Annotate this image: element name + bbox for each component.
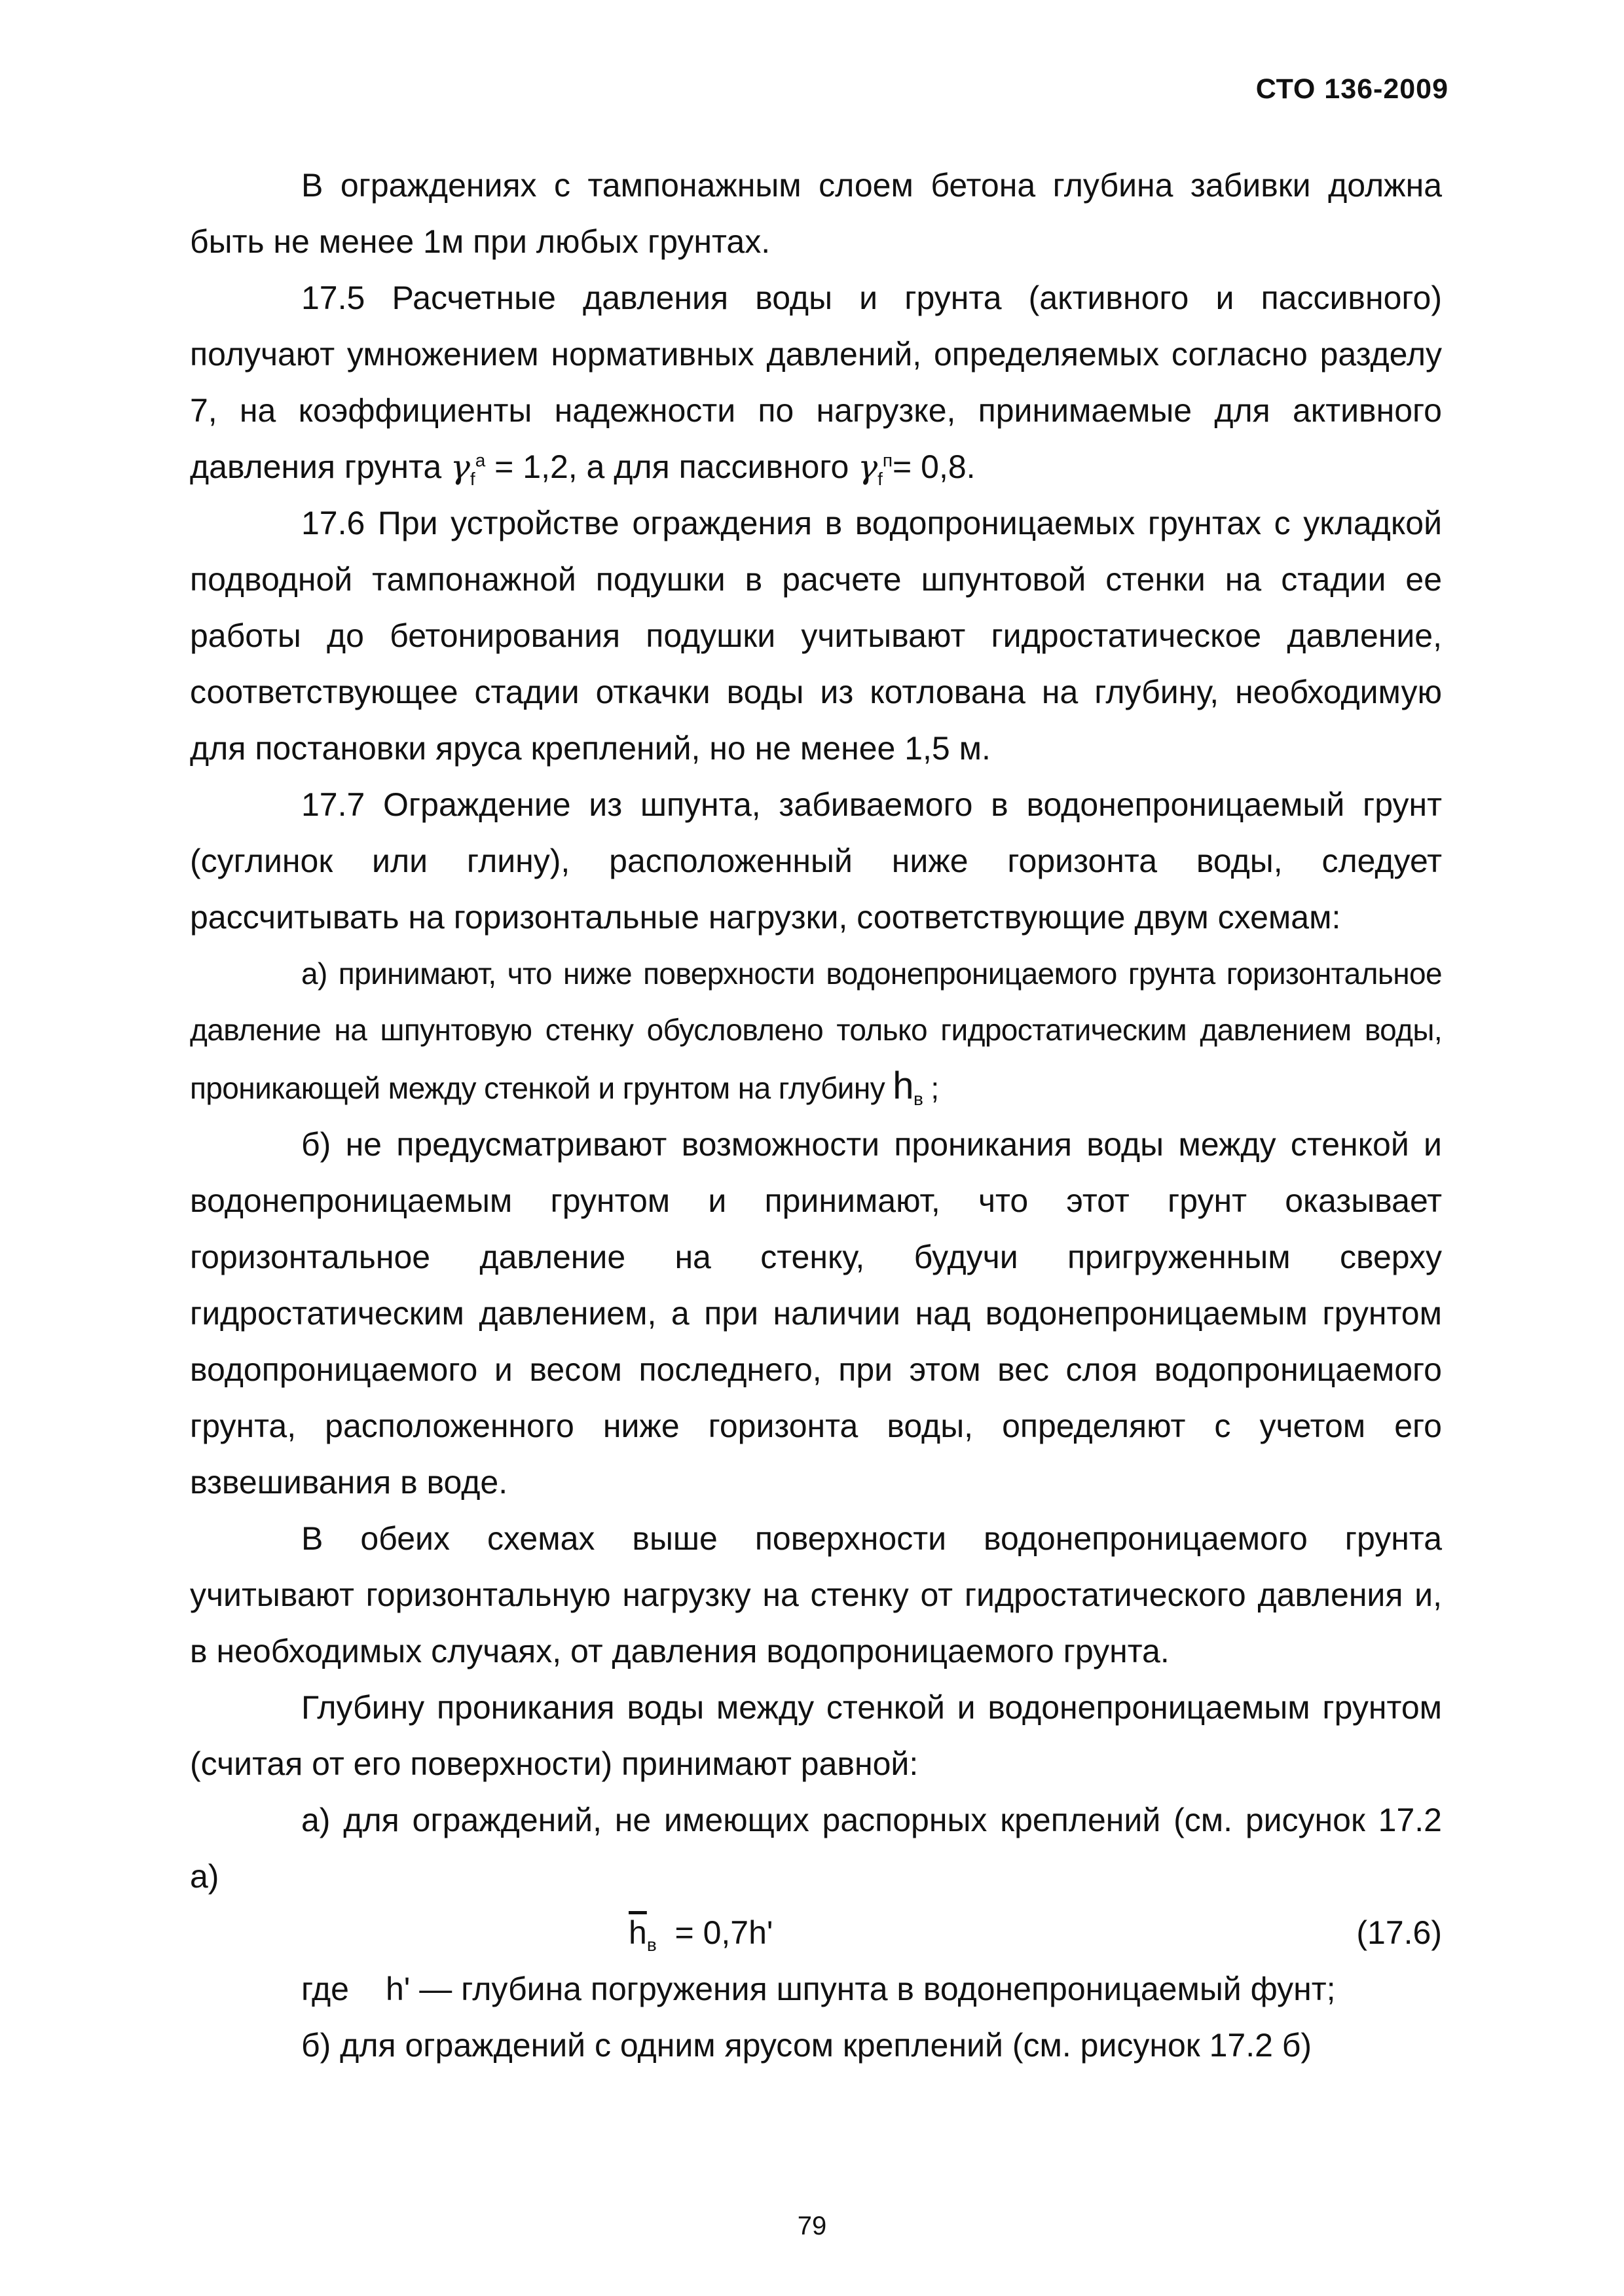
list-item-one-tier: б) для ограждений с одним ярусом креплений (см. рисунок 17.2 б) — [301, 2027, 1312, 2064]
page-body — [190, 157, 1442, 2073]
paragraph-17-5: 17.5 Расчетные давления воды и грунта (активного и пассивного) получают умножением нормативных давлений, определяемых согласно разделу 7, на коэффициенты надежности по нагрузке, принимаемые для активного давления грунта $\gamma_f^a = 1,2$, а для пассивного $\gamma_f^п= 0,8$. — [190, 280, 1442, 489]
gamma-symbol: γ — [858, 448, 878, 486]
equation-17-6 — [190, 1904, 1442, 1961]
document-code: СТО 136-2009 — [1255, 73, 1449, 105]
equation-number: (17.6) — [1356, 1914, 1442, 1951]
where-clause: где h' — глубина погружения шпунта в водонепроницаемый фунт; — [301, 1971, 1336, 2007]
page-number: 79 — [797, 2212, 827, 2240]
paragraph-both-schemes: В обеих схемах выше поверхности водонепроницаемого грунта учитывают горизонтальную нагрузку на стенку от гидростатического давления и, в необходимых случаях, от давления водопроницаемого грунта. — [190, 1520, 1442, 1669]
list-item-b: б) не предусматривают возможности проникания воды между стенкой и водонепроницаемым грунтом и принимают, что этот грунт оказывает горизонтальное давление на стенку, будучи пригруженным сверху гидростатическим давлением, а при наличии над водонепроницаемым грунтом водопроницаемого и весом последнего, при этом вес слоя водопроницаемого грунта, расположенного ниже горизонта воды, определяют с учетом его взвешивания в воде. — [190, 1126, 1442, 1501]
list-item-no-struts: а) для ограждений, не имеющих распорных креплений (см. рисунок 17.2 а) — [190, 1802, 1442, 1895]
paragraph-17-6: 17.6 При устройстве ограждения в водопроницаемых грунтах с укладкой подводной тампонажной подушки в расчете шпунтовой стенки на стадии ее работы до бетонирования подушки учитывают гидростатическое давление, соответствующее стадии откачки воды из котлована на глубину, необходимую для постановки яруса креплений, но не менее 1,5 м. — [190, 505, 1442, 767]
paragraph-backfill-depth: В ограждениях с тампонажным слоем бетона глубина забивки должна быть не менее 1м при любых грунтах. — [190, 167, 1442, 260]
list-item-a: а) принимают, что ниже поверхности водонепроницаемого грунта горизонтальное давление на шпунтовую стенку обусловлено только гидростатическим давлением воды, проникающей между стенкой и грунтом на глубину $h_в$ ; — [190, 957, 1442, 1110]
formula: $\overline{h}_в = 0,7h'$ — [629, 1914, 773, 1955]
paragraph-17-7: 17.7 Ограждение из шпунта, забиваемого в водонепроницаемый грунт (суглинок или глину), расположенный ниже горизонта воды, следует рассчитывать на горизонтальные нагрузки, соответствующие двум схемам: — [190, 786, 1442, 936]
paragraph-penetration-depth: Глубину проникания воды между стенкой и водонепроницаемым грунтом (считая от его поверхности) принимают равной: — [190, 1689, 1442, 1782]
gamma-symbol: γ — [451, 448, 470, 486]
